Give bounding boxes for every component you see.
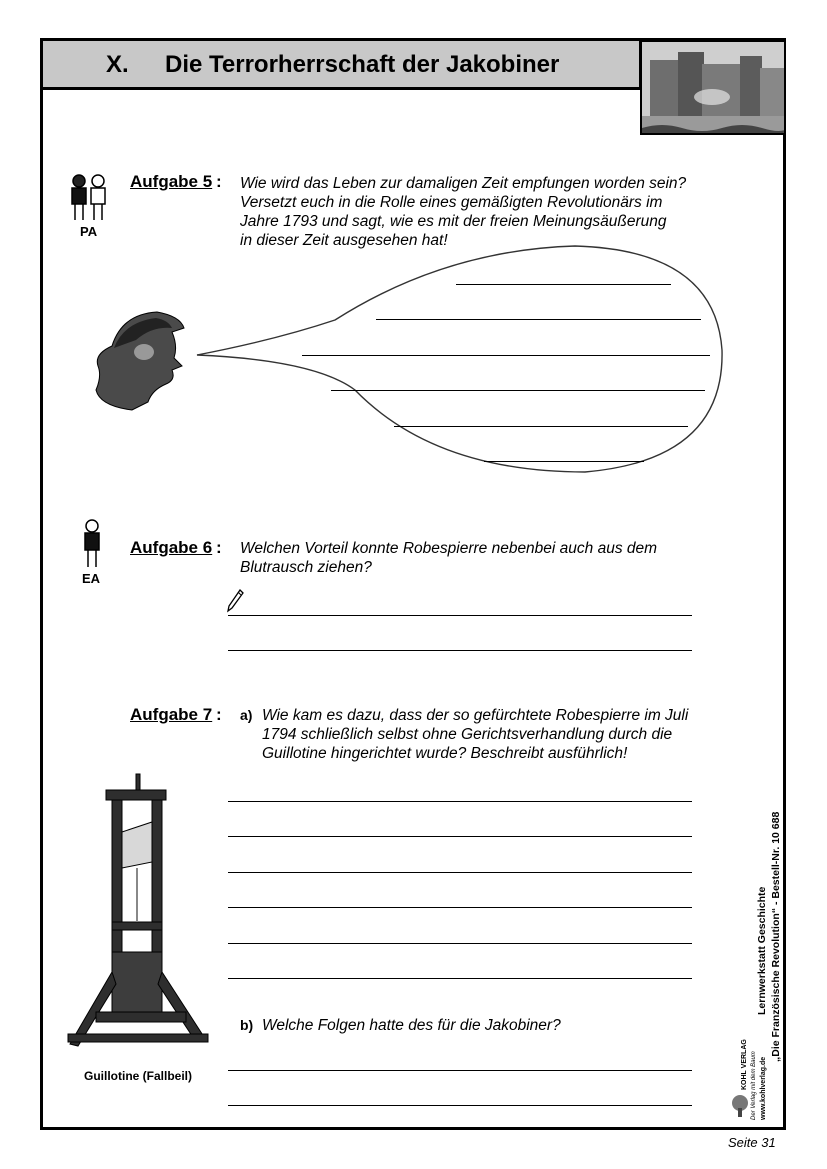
revolutionary-portrait xyxy=(92,306,190,412)
answer-line[interactable] xyxy=(228,1070,692,1071)
pa-badge: PA xyxy=(80,224,98,239)
speech-bubble xyxy=(195,240,730,480)
answer-line[interactable] xyxy=(394,426,688,427)
bastille-illustration xyxy=(640,40,786,135)
task7-colon: : xyxy=(216,705,222,724)
answer-line[interactable] xyxy=(228,907,692,908)
task5-question-line1: Wie wird das Leben zur damaligen Zeit empfungen worden sein? xyxy=(240,175,687,192)
answer-line[interactable] xyxy=(456,284,671,285)
task5-question-line3: Jahre 1793 und sagt, wie es mit der freien Meinungsäußerung xyxy=(240,213,667,230)
answer-line[interactable] xyxy=(228,978,692,979)
task7a-marker: a) xyxy=(240,707,253,723)
guillotine-illustration xyxy=(66,772,216,1064)
answer-line[interactable] xyxy=(228,872,692,873)
task6-colon: : xyxy=(216,538,222,557)
answer-line[interactable] xyxy=(331,390,705,391)
answer-line[interactable] xyxy=(228,650,692,651)
task7a-question-line3: Guillotine hingerichtet wurde? Beschreibt ausführlich! xyxy=(262,745,628,762)
answer-line[interactable] xyxy=(228,801,692,802)
guillotine-caption: Guillotine (Fallbeil) xyxy=(84,1069,192,1083)
answer-line[interactable] xyxy=(228,836,692,837)
task6-label: Aufgabe 6 xyxy=(130,538,213,557)
answer-line[interactable] xyxy=(228,1105,692,1106)
answer-line[interactable] xyxy=(376,319,701,320)
publisher-slogan: Der Verlag mit dem Baum xyxy=(751,1051,757,1120)
answer-line[interactable] xyxy=(228,615,692,616)
answer-line[interactable] xyxy=(228,943,692,944)
ea-badge: EA xyxy=(82,571,101,586)
tree-logo-icon xyxy=(729,1094,751,1118)
sidebar-series-title: Lernwerkstatt Geschichte xyxy=(756,886,768,1015)
answer-line[interactable] xyxy=(302,355,710,356)
individual-work-icon xyxy=(80,518,104,570)
pencil-icon xyxy=(226,588,244,614)
publisher-website: www.kohlverlag.de xyxy=(760,1056,767,1120)
sidebar-book-title: „Die Französische Revolution“ - Bestell-Nr. 10 688 xyxy=(770,811,782,1062)
chapter-number: X. xyxy=(106,51,129,78)
task6-question-line1: Welchen Vorteil konnte Robespierre nebenbei auch aus dem xyxy=(240,540,658,557)
answer-line[interactable] xyxy=(484,461,644,462)
task7b-question: Welche Folgen hatte des für die Jakobiner? xyxy=(262,1017,561,1034)
page-title: Die Terrorherrschaft der Jakobiner xyxy=(165,51,560,78)
task7a-question-line1: Wie kam es dazu, dass der so gefürchtete Robespierre im Juli xyxy=(262,707,689,724)
task5-label: Aufgabe 5 xyxy=(130,172,213,191)
page-number: Seite 31 xyxy=(728,1135,776,1150)
task5-question-line2: Versetzt euch in die Rolle eines gemäßigten Revolutionärs im xyxy=(240,194,663,211)
task5-question-line4: in dieser Zeit ausgesehen hat! xyxy=(240,232,448,249)
task7b-marker: b) xyxy=(240,1017,254,1033)
task6-question-line2: Blutrausch ziehen? xyxy=(240,559,372,576)
publisher-name: KOHL VERLAG xyxy=(741,1039,748,1090)
task5-colon: : xyxy=(216,172,222,191)
task7a-question-line2: 1794 schließlich selbst ohne Gerichtsverhandlung durch die xyxy=(262,726,673,743)
task7-label: Aufgabe 7 xyxy=(130,705,213,724)
partner-work-icon xyxy=(66,173,112,223)
